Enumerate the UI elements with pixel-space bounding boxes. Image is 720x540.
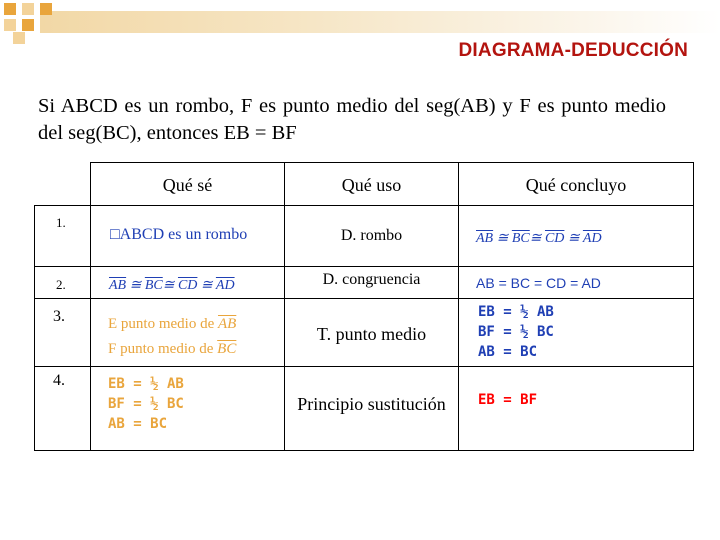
- row3-conclude: [478, 302, 554, 362]
- congruent-symbol: ≅: [529, 231, 542, 246]
- segment-ad: $\overline{AD}$: [582, 231, 602, 246]
- equation-line: EB = ½ AB: [108, 376, 184, 392]
- row-number: 3.: [53, 308, 65, 325]
- segment-cd: $\overline{CD}$: [177, 278, 198, 293]
- header-que-concluyo: Qué concluyo: [525, 175, 627, 195]
- equation-line: BF = ½ BC: [478, 324, 554, 340]
- row3-know: [108, 312, 236, 362]
- congruent-symbol: ≅: [129, 278, 142, 293]
- table-rule: [34, 266, 694, 267]
- segment-ab: $\overline{AB}$: [217, 316, 237, 332]
- header-que-uso: Qué uso: [341, 175, 402, 195]
- segment-ab: $\overline{AB}$: [476, 231, 494, 246]
- row-number: 4.: [53, 372, 65, 389]
- row4-use: Principio sustitución: [297, 394, 446, 414]
- table-rule: [90, 162, 694, 163]
- congruent-symbol: ≅: [567, 231, 580, 246]
- problem-statement: Si ABCD es un rombo, F es punto medio del seg(AB) y F es punto medio del seg(BC), entonces EB = BF: [38, 95, 666, 144]
- row2-conclude: AB = BC = CD = AD: [476, 275, 601, 291]
- table-rule: [458, 162, 459, 450]
- segment-ab: $\overline{AB}$: [109, 278, 127, 293]
- row1-conclude: [476, 230, 602, 247]
- segment-bc: $\overline{BC}$: [217, 341, 237, 357]
- equation-line: EB = ½ AB: [478, 304, 554, 320]
- congruent-symbol: ≅: [200, 278, 213, 293]
- table-rule: [34, 366, 694, 367]
- equation-line: BF = ½ BC: [108, 396, 184, 412]
- row3-use: T. punto medio: [316, 324, 427, 344]
- segment-bc: $\overline{BC}$: [511, 231, 530, 246]
- congruent-symbol: ≅: [496, 231, 509, 246]
- row-number: 2.: [56, 277, 66, 292]
- midpoint-label: F punto medio de: [108, 341, 214, 357]
- page-title: DIAGRAMA-DEDUCCIÓN: [458, 40, 688, 61]
- segment-cd: $\overline{CD}$: [544, 231, 565, 246]
- table-rule: [90, 162, 91, 450]
- equation-line: AB = BC: [108, 416, 168, 432]
- midpoint-label: E punto medio de: [108, 316, 215, 332]
- row4-know: [108, 374, 184, 434]
- row2-use: D. congruencia: [322, 271, 421, 288]
- table-rule: [34, 450, 694, 451]
- row4-conclude: EB = BF: [478, 392, 538, 408]
- table-rule: [34, 205, 694, 206]
- table-rule: [34, 205, 35, 450]
- row1-use: D. rombo: [340, 227, 403, 244]
- row1-know: □ABCD es un rombo: [110, 226, 248, 243]
- equation-line: AB = BC: [478, 344, 538, 360]
- segment-bc: $\overline{BC}$: [144, 278, 163, 293]
- row2-know: [109, 277, 235, 294]
- segment-ad: $\overline{AD}$: [215, 278, 235, 293]
- header-que-se: Qué sé: [162, 175, 213, 195]
- congruent-symbol: ≅: [162, 278, 175, 293]
- row-number: 1.: [56, 215, 66, 230]
- table-rule: [693, 162, 694, 450]
- table-rule: [34, 298, 694, 299]
